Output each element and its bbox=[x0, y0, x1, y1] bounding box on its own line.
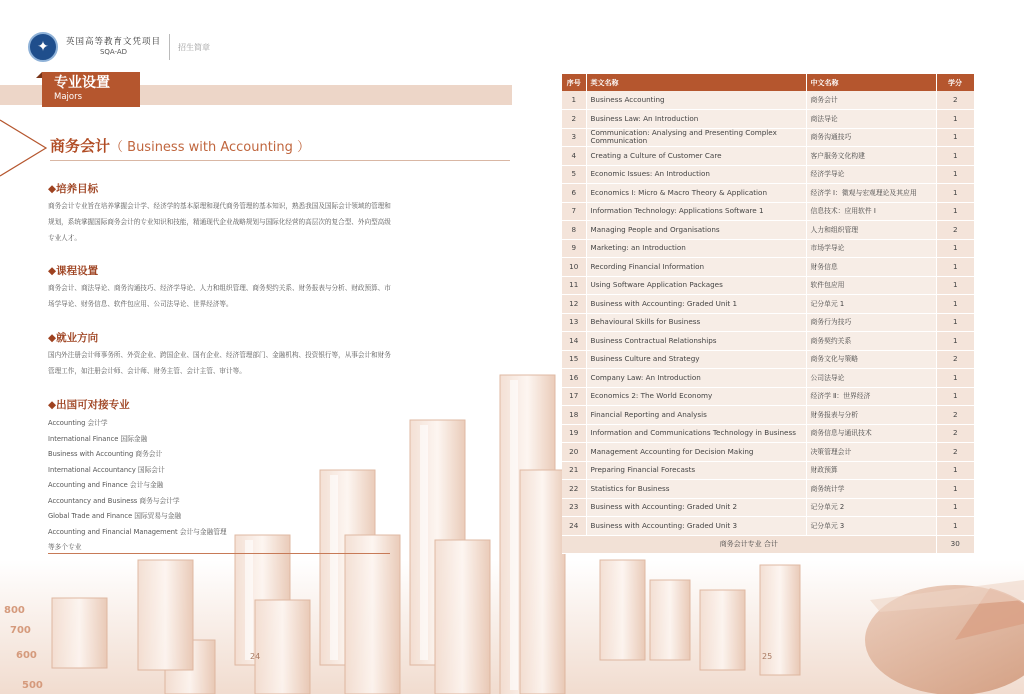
header-logo bbox=[28, 32, 210, 62]
course-credit: 1 bbox=[936, 295, 974, 314]
table-row bbox=[562, 128, 974, 147]
course-no: 21 bbox=[562, 461, 586, 480]
course-credit: 1 bbox=[936, 202, 974, 221]
section-banner bbox=[42, 72, 140, 107]
course-cn-name: 商务沟通技巧 bbox=[806, 128, 936, 147]
list-item: International Accountancy 国际会计 bbox=[48, 465, 165, 474]
table-row bbox=[562, 313, 974, 332]
course-cn-name: 软件包应用 bbox=[806, 276, 936, 295]
list-item: 等多个专业 bbox=[48, 543, 82, 551]
course-credit: 1 bbox=[936, 165, 974, 184]
list-item: Accountancy and Business 商务与会计学 bbox=[48, 496, 180, 505]
course-cn-name: 公司法导论 bbox=[806, 369, 936, 388]
list-item: Accounting 会计学 bbox=[48, 419, 108, 427]
course-credit: 1 bbox=[936, 332, 974, 351]
table-row bbox=[562, 369, 974, 388]
course-credit: 1 bbox=[936, 461, 974, 480]
table-row bbox=[562, 258, 974, 277]
course-no: 18 bbox=[562, 406, 586, 425]
course-credit: 1 bbox=[936, 313, 974, 332]
course-en-name: Statistics for Business bbox=[586, 480, 806, 499]
axis-label-600: 600 bbox=[16, 650, 37, 661]
total-label: 商务会计专业 合计 bbox=[562, 535, 936, 553]
course-cn-name: 财政预算 bbox=[806, 461, 936, 480]
course-en-name: Management Accounting for Decision Making bbox=[586, 443, 806, 462]
course-cn-name: 财务信息 bbox=[806, 258, 936, 277]
course-en-name: Business with Accounting: Graded Unit 2 bbox=[586, 498, 806, 517]
course-no: 5 bbox=[562, 165, 586, 184]
list-item: Accounting and Finance 会计与金融 bbox=[48, 481, 164, 489]
course-credit: 2 bbox=[936, 350, 974, 369]
career-text: 国内外注册会计师事务所、外资企业、跨国企业、国有企业、经济管理部门、金融机构、投资银行等，从事会计和财务管理工作，如注册会计师、会计师、财务主管、会计主管、审计等。 bbox=[48, 351, 391, 375]
course-cn-name: 经济学 Ⅰ：微观与宏观理论及其应用 bbox=[806, 184, 936, 203]
course-en-name: Preparing Financial Forecasts bbox=[586, 461, 806, 480]
table-row bbox=[562, 424, 974, 443]
course-cn-name: 市场学导论 bbox=[806, 239, 936, 258]
course-no: 11 bbox=[562, 276, 586, 295]
curriculum-heading: ◆课程设置 bbox=[48, 265, 99, 277]
table-row bbox=[562, 332, 974, 351]
course-credit: 1 bbox=[936, 128, 974, 147]
header-credit: 学分 bbox=[936, 74, 974, 91]
table-row bbox=[562, 184, 974, 203]
course-credit: 1 bbox=[936, 276, 974, 295]
table-row bbox=[562, 498, 974, 517]
course-cn-name: 记分单元 2 bbox=[806, 498, 936, 517]
table-row bbox=[562, 147, 974, 166]
title-divider bbox=[50, 160, 510, 161]
axis-label-700: 700 bbox=[10, 625, 31, 636]
course-no: 23 bbox=[562, 498, 586, 517]
course-no: 2 bbox=[562, 110, 586, 129]
page-number-left: 24 bbox=[250, 652, 261, 661]
course-credit: 2 bbox=[936, 424, 974, 443]
org-name-cn: 英国高等教育文凭项目 bbox=[66, 37, 162, 48]
course-credit: 1 bbox=[936, 517, 974, 536]
course-en-name: Economics I: Micro & Macro Theory & Application bbox=[586, 184, 806, 203]
course-credit: 1 bbox=[936, 480, 974, 499]
course-credit: 1 bbox=[936, 369, 974, 388]
table-body bbox=[562, 91, 974, 553]
axis-label-500: 500 bbox=[22, 680, 43, 691]
course-credit: 2 bbox=[936, 443, 974, 462]
course-cn-name: 记分单元 3 bbox=[806, 517, 936, 536]
course-no: 20 bbox=[562, 443, 586, 462]
axis-label-800: 800 bbox=[4, 605, 25, 616]
program-name-cn: 商务会计 bbox=[50, 137, 111, 155]
objective-text: 商务会计专业旨在培养掌握会计学、经济学的基本原理和现代商务管理的基本知识，熟悉我国及国际会计领域的管理和规划，系统掌握国际商务会计的专业知识和技能，精通现代企业战略规划与国际化经营的高层次的复合型、外向型高级专业人才。 bbox=[48, 202, 391, 242]
course-credit: 1 bbox=[936, 498, 974, 517]
list-item: Accounting and Financial Management 会计与金融管理 bbox=[48, 527, 227, 536]
table-row bbox=[562, 461, 974, 480]
course-no: 13 bbox=[562, 313, 586, 332]
course-en-name: Company Law: An Introduction bbox=[586, 369, 806, 388]
course-no: 16 bbox=[562, 369, 586, 388]
table-row bbox=[562, 350, 974, 369]
table-row bbox=[562, 202, 974, 221]
total-credit: 30 bbox=[936, 535, 974, 553]
course-cn-name: 商法导论 bbox=[806, 110, 936, 129]
list-item: International Finance 国际金融 bbox=[48, 434, 148, 443]
course-cn-name: 记分单元 1 bbox=[806, 295, 936, 314]
course-cn-name: 商务信息与通讯技术 bbox=[806, 424, 936, 443]
course-no: 9 bbox=[562, 239, 586, 258]
course-no: 7 bbox=[562, 202, 586, 221]
course-en-name: Business with Accounting: Graded Unit 3 bbox=[586, 517, 806, 536]
course-en-name: Business Law: An Introduction bbox=[586, 110, 806, 129]
articulation-heading: ◆出国可对接专业 bbox=[48, 399, 130, 411]
course-credit: 1 bbox=[936, 184, 974, 203]
course-en-name: Using Software Application Packages bbox=[586, 276, 806, 295]
table-row bbox=[562, 165, 974, 184]
course-en-name: Managing People and Organisations bbox=[586, 221, 806, 240]
course-no: 17 bbox=[562, 387, 586, 406]
course-no: 19 bbox=[562, 424, 586, 443]
course-credit: 1 bbox=[936, 147, 974, 166]
course-no: 3 bbox=[562, 128, 586, 147]
course-en-name: Creating a Culture of Customer Care bbox=[586, 147, 806, 166]
course-no: 10 bbox=[562, 258, 586, 277]
course-cn-name: 信息技术：应用软件 Ⅰ bbox=[806, 202, 936, 221]
header-no: 序号 bbox=[562, 74, 586, 91]
logo-divider bbox=[169, 34, 170, 60]
articulation-list bbox=[48, 416, 308, 556]
course-en-name: Information Technology: Applications Software 1 bbox=[586, 202, 806, 221]
section-title-en: Majors bbox=[54, 92, 83, 102]
logo-text bbox=[66, 38, 161, 56]
table-row bbox=[562, 443, 974, 462]
university-emblem-icon: ✦ bbox=[28, 32, 58, 62]
course-en-name: Recording Financial Information bbox=[586, 258, 806, 277]
course-en-name: Economics 2: The World Economy bbox=[586, 387, 806, 406]
table-row bbox=[562, 221, 974, 240]
course-credit: 2 bbox=[936, 221, 974, 240]
course-no: 15 bbox=[562, 350, 586, 369]
table-row bbox=[562, 387, 974, 406]
bottom-divider bbox=[48, 553, 390, 554]
org-name-en: SQA-AD bbox=[99, 47, 128, 56]
course-cn-name: 经济学导论 bbox=[806, 165, 936, 184]
objective-heading: ◆培养目标 bbox=[48, 183, 99, 195]
table-row bbox=[562, 480, 974, 499]
course-en-name: Financial Reporting and Analysis bbox=[586, 406, 806, 425]
guide-label: 招生简章 bbox=[178, 42, 211, 52]
section-title-cn: 专业设置 bbox=[54, 75, 110, 91]
course-en-name: Economic Issues: An Introduction bbox=[586, 165, 806, 184]
course-cn-name: 人力和组织管理 bbox=[806, 221, 936, 240]
page-number-right: 25 bbox=[762, 652, 773, 661]
course-no: 6 bbox=[562, 184, 586, 203]
table-header-row bbox=[562, 74, 974, 91]
course-no: 12 bbox=[562, 295, 586, 314]
table-row bbox=[562, 276, 974, 295]
course-cn-name: 决策管理会计 bbox=[806, 443, 936, 462]
header-en-name: 英文名称 bbox=[586, 74, 806, 91]
course-en-name: Communication: Analysing and Presenting Complex Communication bbox=[586, 128, 806, 147]
course-cn-name: 财务报表与分析 bbox=[806, 406, 936, 425]
course-no: 22 bbox=[562, 480, 586, 499]
course-en-name: Information and Communications Technology in Business bbox=[586, 424, 806, 443]
course-cn-name: 商务行为技巧 bbox=[806, 313, 936, 332]
header-cn-name: 中文名称 bbox=[806, 74, 936, 91]
course-no: 14 bbox=[562, 332, 586, 351]
course-credit: 1 bbox=[936, 239, 974, 258]
course-no: 1 bbox=[562, 91, 586, 110]
course-en-name: Marketing: an Introduction bbox=[586, 239, 806, 258]
career-heading: ◆就业方向 bbox=[48, 332, 99, 344]
table-total-row bbox=[562, 535, 974, 553]
course-no: 4 bbox=[562, 147, 586, 166]
course-no: 8 bbox=[562, 221, 586, 240]
course-en-name: Business with Accounting: Graded Unit 1 bbox=[586, 295, 806, 314]
course-cn-name: 商务文化与策略 bbox=[806, 350, 936, 369]
course-cn-name: 商务会计 bbox=[806, 91, 936, 110]
course-credit: 2 bbox=[936, 91, 974, 110]
course-en-name: Business Contractual Relationships bbox=[586, 332, 806, 351]
course-credit: 2 bbox=[936, 406, 974, 425]
course-table bbox=[562, 74, 975, 554]
course-en-name: Business Culture and Strategy bbox=[586, 350, 806, 369]
course-en-name: Behavioural Skills for Business bbox=[586, 313, 806, 332]
table-row bbox=[562, 406, 974, 425]
table-row bbox=[562, 517, 974, 536]
list-item: Global Trade and Finance 国际贸易与金融 bbox=[48, 512, 182, 520]
course-credit: 1 bbox=[936, 387, 974, 406]
program-title bbox=[50, 135, 310, 156]
table-row bbox=[562, 110, 974, 129]
list-item: Business with Accounting 商务会计 bbox=[48, 450, 163, 458]
curriculum-text: 商务会计、商法导论、商务沟通技巧、经济学导论、人力和组织管理、商务契约关系、财务报表与分析、财政预算、市场学导论、财务信息、软件包应用、公司法导论、世界经济等。 bbox=[48, 284, 391, 308]
course-cn-name: 经济学 Ⅱ：世界经济 bbox=[806, 387, 936, 406]
chevron-decoration-icon bbox=[0, 118, 50, 178]
program-name-en: （ Business with Accounting ） bbox=[110, 140, 311, 155]
course-no: 24 bbox=[562, 517, 586, 536]
table-row bbox=[562, 91, 974, 110]
course-cn-name: 客户服务文化构建 bbox=[806, 147, 936, 166]
course-credit: 1 bbox=[936, 258, 974, 277]
course-cn-name: 商务统计学 bbox=[806, 480, 936, 499]
table-row bbox=[562, 295, 974, 314]
course-en-name: Business Accounting bbox=[586, 91, 806, 110]
table-row bbox=[562, 239, 974, 258]
course-cn-name: 商务契约关系 bbox=[806, 332, 936, 351]
course-credit: 1 bbox=[936, 110, 974, 129]
